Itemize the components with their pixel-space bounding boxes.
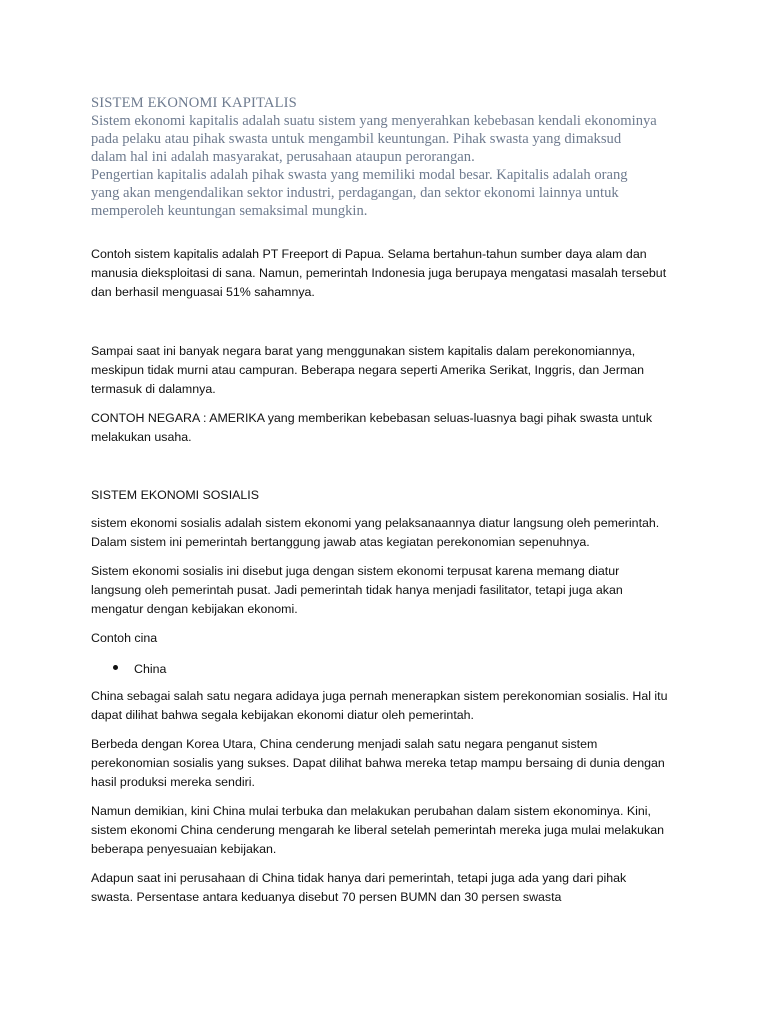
kapitalis-intro-line: dalam hal ini adalah masyarakat, perusahaan ataupun perorangan. [91, 149, 475, 165]
paragraph-line: mengatur dengan kebijakan ekonomi. [91, 602, 298, 617]
china-liberal-paragraph [91, 802, 691, 860]
kapitalis-intro-line: yang akan mengendalikan sektor industri, perdagangan, dan sektor ekonomi lainnya untuk [91, 185, 619, 201]
contoh-negara-paragraph [91, 409, 691, 447]
paragraph-line: Dalam sistem ini pemerintah bertanggung jawab atas kegiatan perekonomian sepenuhnya. [91, 535, 590, 550]
paragraph-line: meskipun tidak murni atau campuran. Beberapa negara seperti Amerika Serikat, Inggris, dan Jerman [91, 363, 645, 378]
paragraph-line: termasuk di dalamnya. [91, 382, 216, 397]
sosialis-terpusat-paragraph [91, 562, 691, 620]
paragraph-line: dan berhasil menguasai 51% sahamnya. [91, 285, 315, 300]
paragraph-line: dapat dilihat bahwa segala kebijakan ekonomi diatur oleh pemerintah. [91, 708, 474, 723]
bullet-icon [113, 665, 118, 670]
kapitalis-intro-section [91, 94, 711, 220]
paragraph-line: Namun demikian, kini China mulai terbuka dan melakukan perubahan dalam sistem ekonominya. Kini, [91, 804, 651, 818]
bullet-list-item [113, 660, 166, 679]
kapitalis-title: SISTEM EKONOMI KAPITALIS [91, 95, 297, 111]
kapitalis-intro-line: Sistem ekonomi kapitalis adalah suatu sistem yang menyerahkan kebebasan kendali ekonominya [91, 113, 657, 129]
paragraph-line: Berbeda dengan Korea Utara, China cenderung menjadi salah satu negara penganut sistem [91, 737, 598, 751]
sosialis-title: SISTEM EKONOMI SOSIALIS [91, 488, 259, 502]
kapitalis-intro-line: Pengertian kapitalis adalah pihak swasta yang memiliki modal besar. Kapitalis adalah orang [91, 167, 628, 183]
bullet-item-text: China [134, 662, 167, 676]
paragraph-line: langsung oleh pemerintah pusat. Jadi pemerintah tidak hanya menjadi fasilitator, tetapi juga akan [91, 583, 623, 598]
paragraph-line: beberapa penyesuaian kebijakan. [91, 842, 277, 857]
paragraph-line: swasta. Persentase antara keduanya disebut 70 persen BUMN dan 30 persen swasta [91, 890, 562, 905]
paragraph-line: hasil produksi mereka sendiri. [91, 775, 255, 790]
paragraph-line: sistem ekonomi China cenderung mengarah ke liberal setelah pemerintah mereka juga mulai melakukan [91, 823, 665, 838]
kapitalis-intro-line: memperoleh keuntungan semaksimal mungkin. [91, 203, 368, 219]
sosialis-title-block [91, 486, 691, 505]
china-perusahaan-paragraph [91, 869, 691, 907]
paragraph-line: Contoh sistem kapitalis adalah PT Freeport di Papua. Selama bertahun-tahun sumber daya alam dan [91, 247, 647, 261]
paragraph-line: China sebagai salah satu negara adidaya juga pernah menerapkan sistem perekonomian sosialis. Hal itu [91, 689, 668, 703]
china-korea-paragraph [91, 735, 691, 793]
sosialis-definition-paragraph [91, 514, 691, 552]
paragraph-line: Sistem ekonomi sosialis ini disebut juga dengan sistem ekonomi terpusat karena memang diatur [91, 564, 620, 578]
paragraph-line: CONTOH NEGARA : AMERIKA yang memberikan kebebasan seluas-luasnya bagi pihak swasta untuk [91, 411, 653, 425]
kapitalis-example-paragraph [91, 245, 691, 303]
paragraph-line: Sampai saat ini banyak negara barat yang menggunakan sistem kapitalis dalam perekonomiannya, [91, 344, 636, 358]
contoh-cina-label: Contoh cina [91, 631, 158, 645]
kapitalis-intro-line: pada pelaku atau pihak swasta untuk mengambil keuntungan. Pihak swasta yang dimaksud [91, 131, 622, 147]
contoh-cina-label-block [91, 629, 691, 648]
paragraph-line: manusia dieksploitasi di sana. Namun, pemerintah Indonesia juga berupaya mengatasi masalah tersebut [91, 266, 667, 281]
paragraph-line: Adapun saat ini perusahaan di China tidak hanya dari pemerintah, tetapi juga ada yang dari pihak [91, 871, 627, 885]
paragraph-line: sistem ekonomi sosialis adalah sistem ekonomi yang pelaksanaannya diatur langsung oleh pemerintah. [91, 516, 660, 530]
china-adidaya-paragraph [91, 687, 691, 725]
paragraph-line: melakukan usaha. [91, 430, 192, 445]
kapitalis-countries-paragraph [91, 342, 691, 400]
paragraph-line: perekonomian sosialis yang sukses. Dapat dilihat bahwa mereka tetap mampu bersaing di dunia dengan [91, 756, 665, 771]
